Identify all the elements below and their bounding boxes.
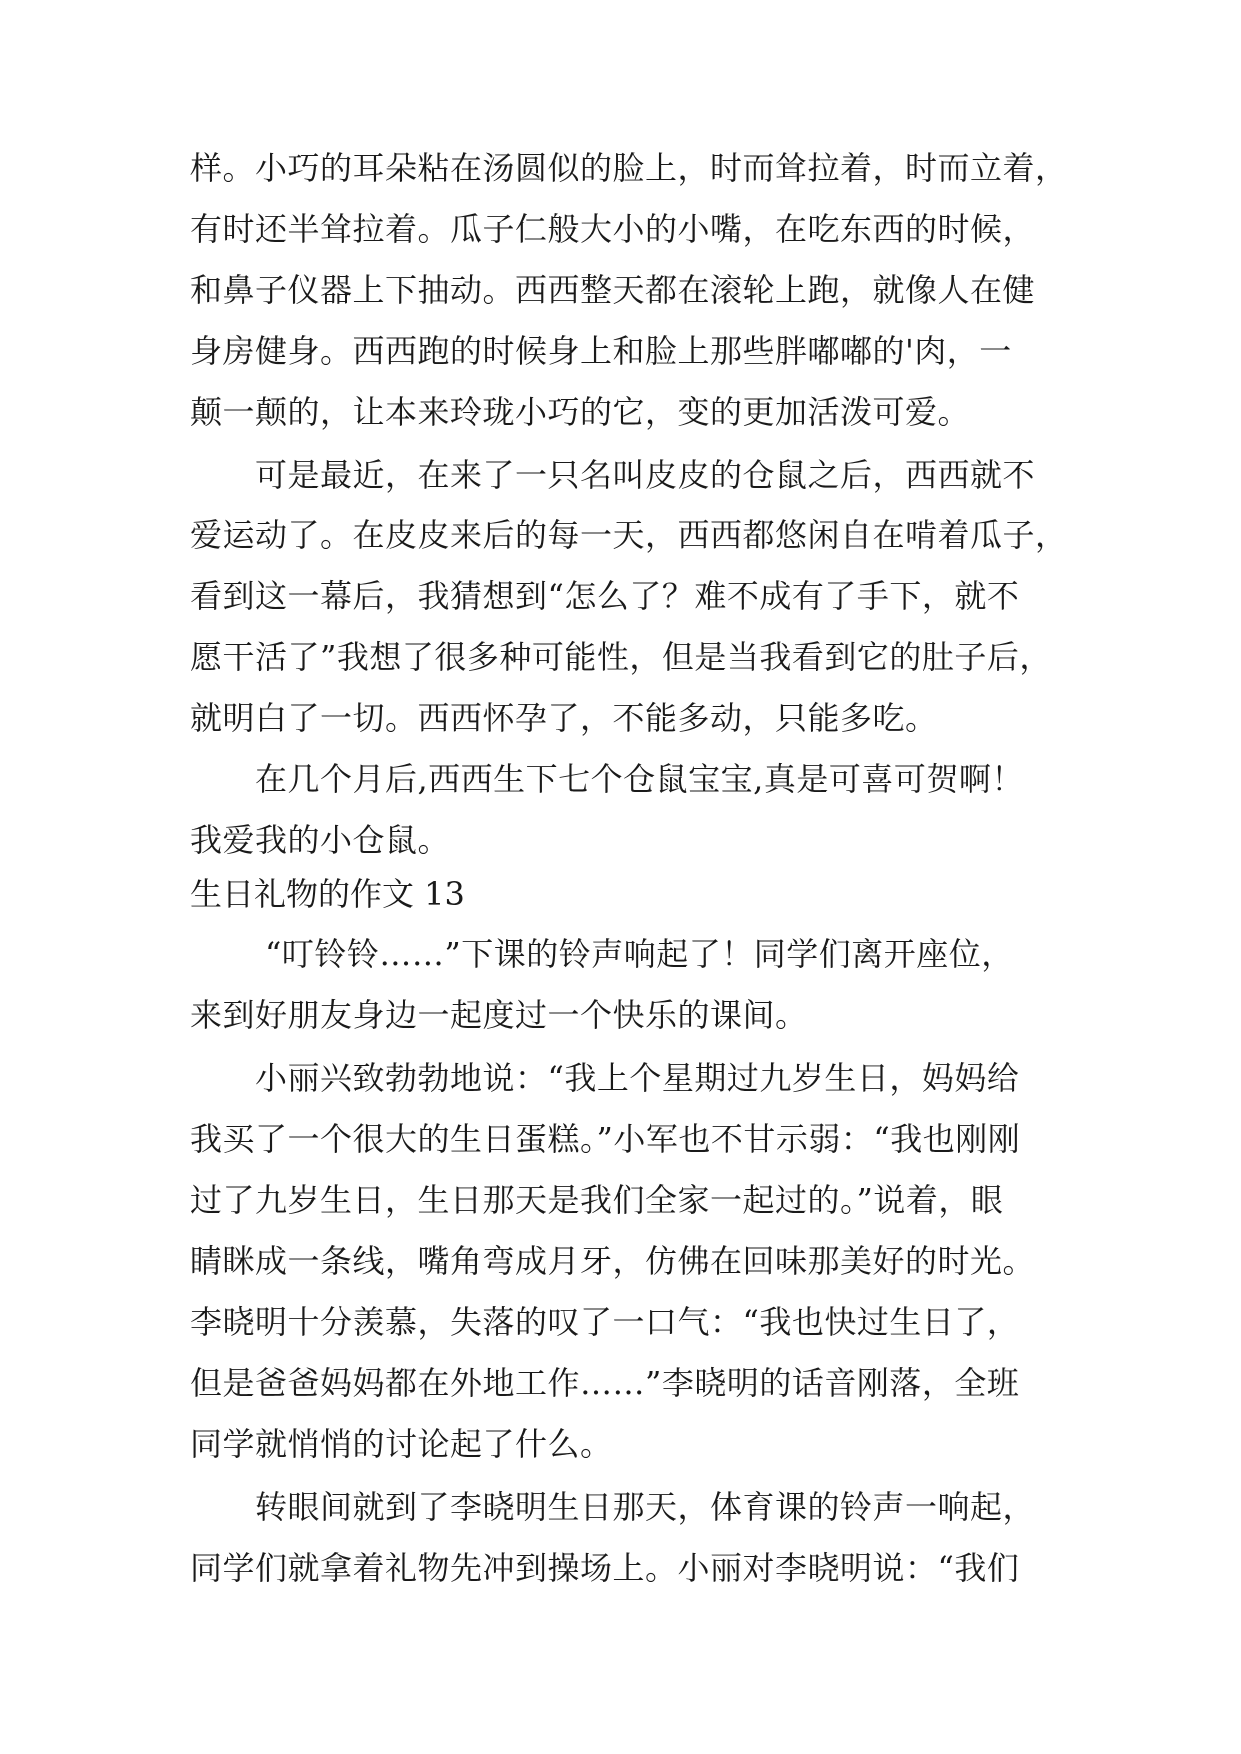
text-line: 愿干活了”我想了很多种可能性，但是当我看到它的肚子后，: [190, 638, 1052, 676]
text-line: 小丽兴致勃勃地说：“我上个星期过九岁生日，妈妈给: [255, 1059, 1020, 1097]
text-line: 我买了一个很大的生日蛋糕。”小军也不甘示弱：“我也刚刚: [190, 1120, 1021, 1158]
text-line: “叮铃铃……”下课的铃声响起了！同学们离开座位，: [265, 935, 1014, 973]
text-line: 同学就悄悄的讨论起了什么。: [190, 1425, 613, 1463]
text-line: 睛眯成一条线，嘴角弯成月牙，仿佛在回味那美好的时光。: [190, 1242, 1036, 1280]
text-line: 转眼间就到了李晓明生日那天，体育课的铃声一响起，: [255, 1488, 1036, 1526]
text-line: 可是最近，在来了一只名叫皮皮的仓鼠之后，西西就不: [255, 456, 1036, 494]
text-line: 看到这一幕后，我猜想到“怎么了？难不成有了手下，就不: [190, 577, 1020, 615]
text-line: 和鼻子仪器上下抽动。西西整天都在滚轮上跑，就像人在健: [190, 271, 1036, 309]
text-line: 在几个月后,西西生下七个仓鼠宝宝,真是可喜可贺啊！: [255, 760, 1024, 798]
text-line: 我爱我的小仓鼠。: [190, 821, 451, 859]
text-line: 颠一颠的，让本来玲珑小巧的它，变的更加活泼可爱。: [190, 393, 971, 431]
text-line: 身房健身。西西跑的时候身上和脸上那些胖嘟嘟的'肉，一: [190, 332, 1012, 370]
text-line: 样。小巧的耳朵粘在汤圆似的脸上，时而耸拉着，时而立着，: [190, 149, 1068, 187]
text-line: 过了九岁生日，生日那天是我们全家一起过的。”说着，眼: [190, 1181, 1004, 1219]
text-line: 来到好朋友身边一起度过一个快乐的课间。: [190, 996, 808, 1034]
text-line: 就明白了一切。西西怀孕了，不能多动，只能多吃。: [190, 699, 938, 737]
text-line: 有时还半耸拉着。瓜子仁般大小的小嘴，在吃东西的时候，: [190, 210, 1036, 248]
text-line: 同学们就拿着礼物先冲到操场上。小丽对李晓明说：“我们: [190, 1549, 1020, 1587]
text-line: 但是爸爸妈妈都在外地工作……”李晓明的话音刚落，全班: [190, 1364, 1020, 1402]
text-line: 爱运动了。在皮皮来后的每一天，西西都悠闲自在啃着瓜子，: [190, 516, 1068, 554]
section-heading: 生日礼物的作文 13: [190, 875, 465, 913]
text-line: 李晓明十分羡慕，失落的叹了一口气：“我也快过生日了，: [190, 1303, 1020, 1341]
